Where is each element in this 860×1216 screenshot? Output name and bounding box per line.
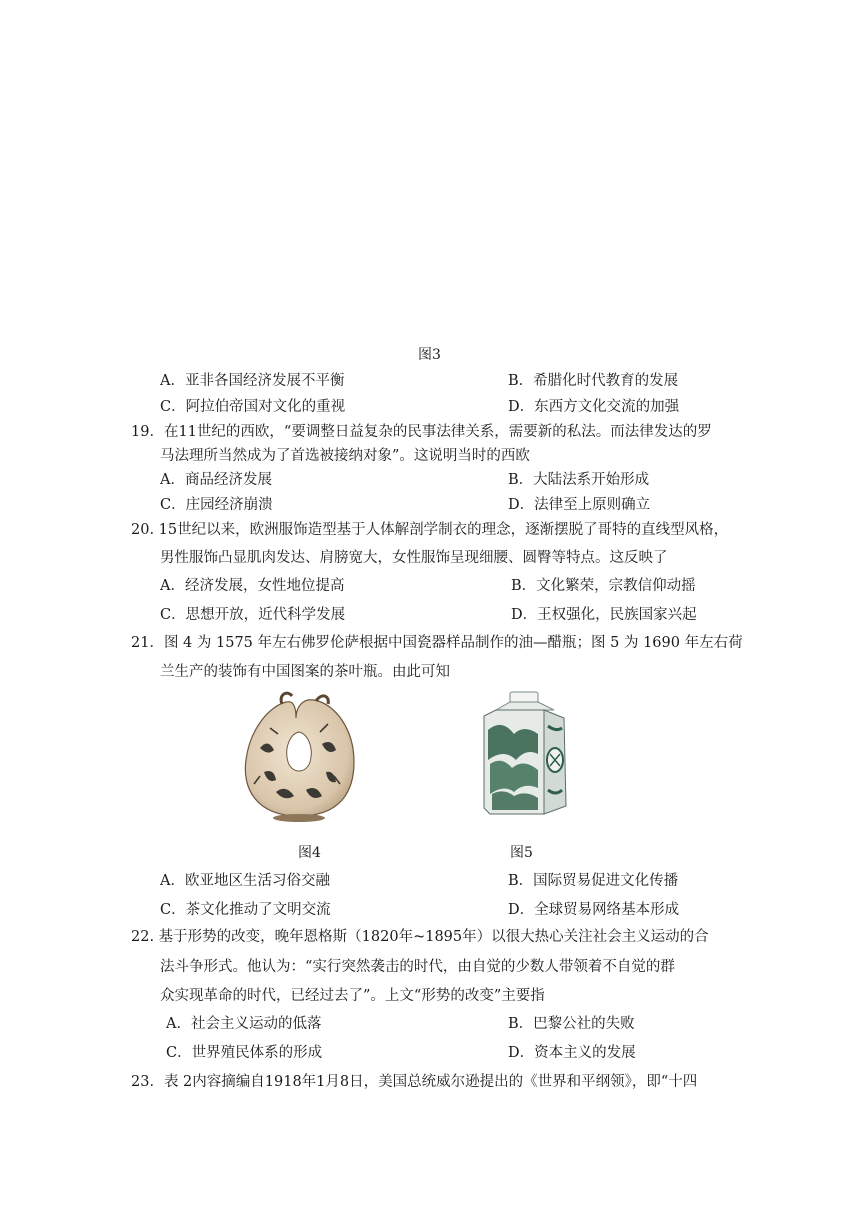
- q19-option-c: C．庄园经济崩溃: [160, 497, 273, 513]
- q22-option-c: C．世界殖民体系的形成: [166, 1045, 323, 1061]
- fig3-caption: 图3: [418, 347, 441, 363]
- q21-option-a: A．欧亚地区生活习俗交融: [160, 873, 330, 889]
- q21-option-c: C．茶文化推动了文明交流: [160, 902, 331, 918]
- q22-stem-line3: 众实现革命的时代，已经过去了”。上文“形势的改变”主要指: [160, 988, 545, 1004]
- q23-stem-line1: 23．表 2内容摘编自1918年1月8日，美国总统威尔逊提出的《世界和平纲领》，即“十四: [131, 1074, 698, 1090]
- q22-option-a: A．社会主义运动的低落: [166, 1016, 322, 1032]
- fig4-caption: 图4: [298, 845, 321, 861]
- q20-option-c: C．思想开放，近代科学发展: [160, 607, 346, 623]
- q18-option-b: B．希腊化时代教育的发展: [508, 373, 679, 389]
- q19-stem-line2: 马法理所当然成为了首选被接纳对象”。这说明当时的西欧: [160, 448, 530, 464]
- q20-stem-line1: 20. 15世纪以来，欧洲服饰造型基于人体解剖学制衣的理念，逐渐摆脱了哥特的直线型风格，: [131, 522, 729, 538]
- q19-option-d: D．法律至上原则确立: [508, 497, 651, 513]
- q18-option-d: D．东西方文化交流的加强: [508, 399, 680, 415]
- q19-stem-line1: 19．在11世纪的西欧，“要调整日益复杂的民事法律关系，需要新的私法。而法律发达的罗: [131, 424, 712, 440]
- q20-option-a: A．经济发展，女性地位提高: [160, 578, 345, 594]
- q21-stem-line2: 兰生产的装饰有中国图案的茶叶瓶。由此可知: [160, 664, 450, 680]
- fig5-image: [474, 690, 578, 820]
- fig4-image: [236, 688, 362, 824]
- fig5-caption: 图5: [510, 845, 533, 861]
- q19-option-b: B．大陆法系开始形成: [508, 472, 650, 488]
- q22-option-b: B．巴黎公社的失败: [508, 1016, 635, 1032]
- q21-option-d: D．全球贸易网络基本形成: [508, 902, 680, 918]
- q20-option-b: B．文化繁荣，宗教信仰动摇: [511, 578, 696, 594]
- q22-option-d: D．资本主义的发展: [508, 1045, 636, 1061]
- q20-stem-line2: 男性服饰凸显肌肉发达、肩膀宽大，女性服饰呈现细腰、圆臀等特点。这反映了: [160, 550, 668, 566]
- q18-option-a: A．亚非各国经济发展不平衡: [160, 373, 345, 389]
- q22-stem-line2: 法斗争形式。他认为：“实行突然袭击的时代，由自觉的少数人带领着不自觉的群: [160, 959, 675, 975]
- q21-option-b: B．国际贸易促进文化传播: [508, 873, 679, 889]
- tea-caddy-illustration: [474, 690, 578, 820]
- oil-vinegar-bottle-illustration: [236, 688, 362, 824]
- q22-stem-line1: 22. 基于形势的改变，晚年恩格斯（1820年~1895年）以很大热心关注社会主义运动的合: [131, 929, 709, 945]
- q19-option-a: A．商品经济发展: [160, 472, 272, 488]
- q18-option-c: C．阿拉伯帝国对文化的重视: [160, 399, 346, 415]
- q21-stem-line1: 21．图 4 为 1575 年左右佛罗伦萨根据中国瓷器样品制作的油—醋瓶；图 5 为 1690 年左右荷: [131, 635, 743, 651]
- q20-option-d: D．王权强化，民族国家兴起: [511, 607, 697, 623]
